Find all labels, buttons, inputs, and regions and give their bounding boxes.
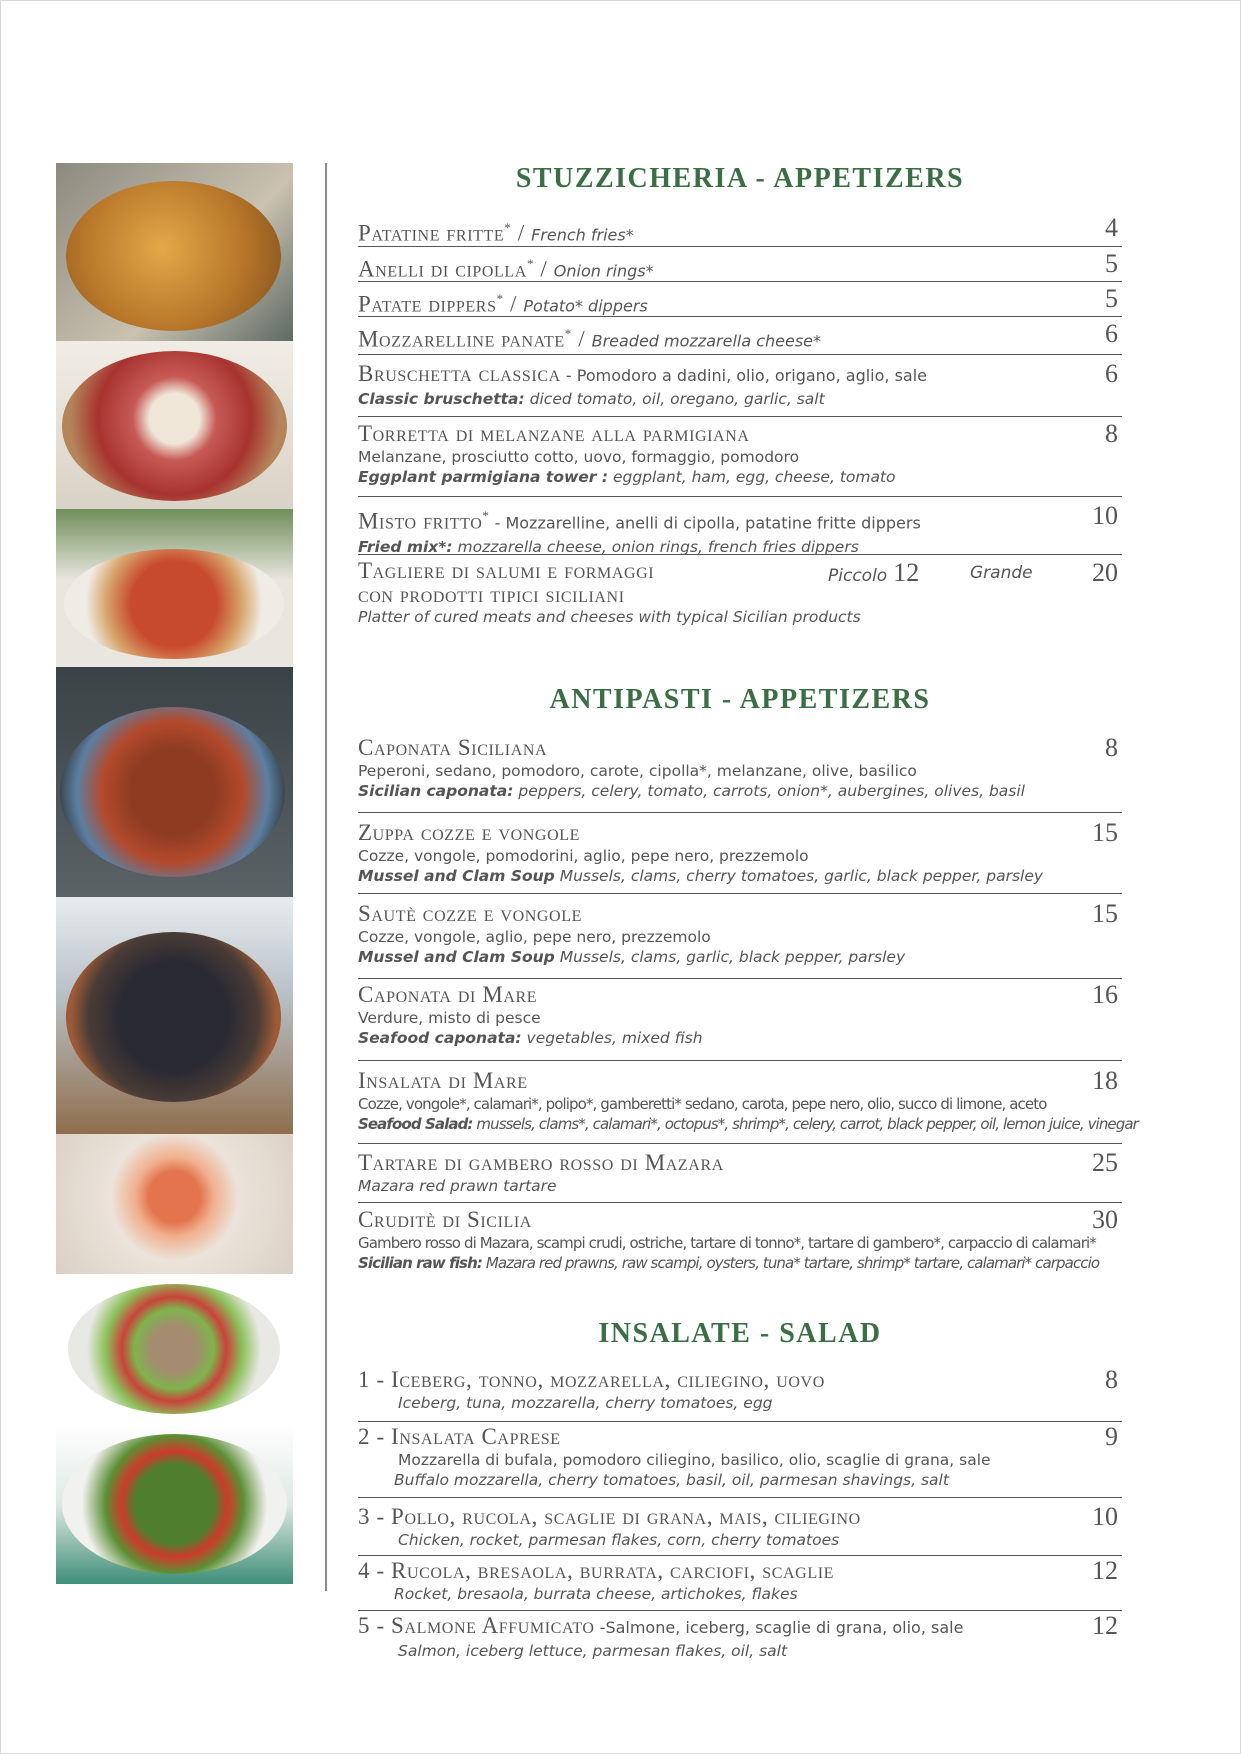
menu-item [358, 246, 1122, 285]
item-translation: peppers, celery, tomato, carrots, onion*, aubergines, olives, basil [513, 782, 1025, 800]
item-name: Patatine fritte [358, 220, 505, 246]
item-translation-title: Sicilian caponata: [358, 782, 514, 800]
item-translation: Mazara red prawns, raw scampi, oysters, tuna* tartare, shrimp* tartare, calamari* carpaccio [481, 1254, 1100, 1272]
item-translation-title: Eggplant parmigiana tower : [358, 468, 609, 486]
item-price: 15 [1092, 818, 1118, 847]
item-name: Patate dippers [358, 291, 497, 317]
mussels-clams-photo [56, 897, 293, 1134]
item-name: Insalata di Mare [358, 1068, 528, 1093]
item-price: 5 [1105, 249, 1118, 278]
item-name: Sautè cozze e vongole [358, 901, 582, 926]
item-price: 4 [1105, 213, 1118, 242]
vertical-divider [325, 163, 327, 1591]
menu-item [358, 416, 1122, 487]
size-small-label: Piccolo [828, 566, 888, 586]
caponata-photo [56, 667, 293, 897]
menu-item [358, 978, 1122, 1048]
item-translation: mozzarella cheese, onion rings, french fries dippers [452, 537, 859, 556]
item-translation: vegetables, mixed fish [521, 1029, 703, 1047]
separator: / [571, 326, 592, 352]
menu-item [358, 1143, 1122, 1196]
menu-item [358, 214, 1122, 249]
separator: / [511, 220, 532, 246]
section-antipasti [358, 684, 1122, 716]
separator: / [534, 256, 554, 282]
item-price: 12 [1092, 1556, 1118, 1585]
item-translation-title: Mussel and Clam Soup [358, 948, 555, 966]
item-price: 12 [1092, 1611, 1118, 1640]
bruschetta-photo [56, 509, 293, 667]
cured-meats-platter-photo [56, 341, 293, 509]
menu-item [358, 812, 1122, 886]
asterisk: * [496, 291, 504, 306]
item-translation: Onion rings* [553, 261, 654, 281]
item-description: Cozze, vongole, aglio, pepe nero, prezzemolo [358, 928, 711, 946]
item-name: Cruditè di Sicilia [358, 1207, 532, 1232]
size-small-price: 12 [893, 558, 920, 587]
item-name: Tartare di gambero rosso di Mazara [358, 1150, 724, 1175]
item-translation: Rocket, bresaola, burrata cheese, artichokes, flakes [394, 1585, 798, 1603]
item-price: 9 [1105, 1422, 1118, 1451]
item-price: 20 [1092, 558, 1118, 587]
asterisk: * [526, 256, 535, 271]
section-insalate [358, 1318, 1122, 1350]
fried-potatoes-photo [56, 163, 293, 341]
item-translation: Buffalo mozzarella, cherry tomatoes, basil, oil, parmesan shavings, salt [394, 1471, 949, 1489]
item-translation-title: Fried mix*: [358, 537, 453, 556]
item-price: 8 [1105, 1365, 1118, 1394]
menu-item [358, 496, 1122, 557]
item-translation: mussels, clams*, calamari*, octopus*, shrimp*, celery, carrot, black pepper, oil, lemon juice, vinegar [472, 1115, 1138, 1133]
item-price: 10 [1092, 501, 1118, 530]
item-name: 3 - Pollo, rucola, scaglie di grana, mais, ciliegino [358, 1504, 861, 1529]
item-translation-title: Seafood Salad: [358, 1115, 473, 1133]
separator: - [560, 366, 577, 385]
item-name: Tagliere di salumi e formaggi [358, 558, 655, 583]
item-price: 16 [1092, 980, 1118, 1009]
item-name: Zuppa cozze e vongole [358, 820, 580, 845]
item-translation: eggplant, ham, egg, cheese, tomato [608, 468, 896, 486]
menu-item [358, 734, 1122, 801]
item-description: Melanzane, prosciutto cotto, uovo, formaggio, pomodoro [358, 448, 800, 466]
item-name: Mozzarelline panate [358, 326, 565, 352]
separator: - [594, 1618, 606, 1637]
item-translation: Mussels, clams, garlic, black pepper, parsley [554, 948, 906, 966]
item-price: 25 [1092, 1148, 1118, 1177]
item-translation: Potato* dippers [523, 296, 648, 316]
section-title: ANTIPASTI - APPETIZERS [549, 684, 931, 715]
menu-item [358, 354, 1122, 409]
asterisk: * [564, 326, 572, 341]
prawn-tartare-photo [56, 1134, 293, 1274]
item-translation-title: Mussel and Clam Soup [358, 867, 555, 885]
item-translation-title: Sicilian raw fish: [358, 1254, 482, 1272]
menu-item [358, 1421, 1122, 1490]
item-price: 6 [1105, 319, 1118, 348]
section-stuzzicheria [358, 163, 1122, 195]
item-translation: Platter of cured meats and cheeses with typical Sicilian products [358, 608, 861, 626]
asterisk: * [482, 508, 490, 523]
menu-item [358, 1366, 1122, 1413]
photo-column [56, 163, 293, 1584]
menu-item [358, 281, 1122, 320]
item-translation: Breaded mozzarella cheese* [591, 331, 822, 351]
menu-item [358, 554, 1122, 627]
item-name: Misto fritto [358, 508, 483, 534]
size-large-label: Grande [970, 563, 1033, 583]
item-translation: Salmon, iceberg lettuce, parmesan flakes, oil, salt [398, 1642, 788, 1660]
menu-item [358, 1202, 1122, 1273]
item-price: 30 [1092, 1205, 1118, 1234]
rocket-salad-photo [56, 1424, 293, 1584]
item-translation: Mussels, clams, cherry tomatoes, garlic, black pepper, parsley [554, 867, 1044, 885]
item-name: 2 - Insalata Caprese [358, 1424, 561, 1449]
item-price: 6 [1105, 359, 1118, 388]
menu-item [358, 1060, 1138, 1134]
item-price: 18 [1092, 1066, 1118, 1095]
item-price: 15 [1092, 899, 1118, 928]
item-translation: Mazara red prawn tartare [358, 1177, 557, 1195]
menu-item [358, 1497, 1122, 1550]
item-name: 1 - Iceberg, tonno, mozzarella, ciliegino, uovo [358, 1367, 825, 1392]
asterisk: * [504, 220, 512, 235]
item-price: 5 [1105, 284, 1118, 313]
item-description: Cozze, vongole*, calamari*, polipo*, gamberetti* sedano, carota, pepe nero, olio, succo di limone, aceto [358, 1095, 1047, 1113]
item-translation-title: Seafood caponata: [358, 1029, 522, 1047]
section-title: INSALATE - SALAD [598, 1318, 882, 1349]
item-translation-title: Classic bruschetta: [358, 390, 525, 408]
menu-item [358, 1610, 1122, 1661]
item-translation: Chicken, rocket, parmesan flakes, corn, cherry tomatoes [398, 1531, 840, 1549]
item-description: Mozzarelline, anelli di cipolla, patatine fritte dippers [505, 513, 921, 533]
item-name: Caponata Siciliana [358, 735, 548, 760]
item-description: Gambero rosso di Mazara, scampi crudi, ostriche, tartare di tonno*, tartare di gambero*, carpaccio di calamari* [358, 1234, 1096, 1252]
item-price: 8 [1105, 419, 1118, 448]
item-translation: French fries* [531, 225, 634, 245]
menu-item [358, 893, 1122, 967]
item-name: Torretta di melanzane alla parmigiana [358, 421, 750, 446]
item-name: 5 - Salmone Affumicato [358, 1613, 595, 1638]
section-title: STUZZICHERIA - APPETIZERS [515, 163, 965, 194]
tuna-salad-photo [56, 1274, 293, 1424]
item-translation: Iceberg, tuna, mozzarella, cherry tomatoes, egg [398, 1394, 773, 1412]
item-description: Salmone, iceberg, scaglie di grana, olio, sale [605, 1618, 964, 1637]
item-price: 8 [1105, 733, 1118, 762]
item-description: Verdure, misto di pesce [358, 1009, 541, 1027]
menu-item [358, 1555, 1122, 1604]
separator: / [503, 291, 524, 317]
item-description: Cozze, vongole, pomodorini, aglio, pepe nero, prezzemolo [358, 847, 809, 865]
item-price: 10 [1092, 1502, 1118, 1531]
item-description: Peperoni, sedano, pomodoro, carote, cipolla*, melanzane, olive, basilico [358, 762, 917, 780]
item-name: Caponata di Mare [358, 982, 538, 1007]
item-name-line2: con prodotti tipici siciliani [358, 582, 625, 607]
item-name: Bruschetta classica [358, 361, 561, 386]
item-name: Anelli di cipolla [358, 256, 527, 282]
menu-item [358, 316, 1122, 355]
item-name: 4 - Rucola, bresaola, burrata, carciofi, scaglie [358, 1558, 834, 1583]
item-description: Pomodoro a dadini, olio, origano, aglio, sale [576, 366, 928, 385]
item-translation: diced tomato, oil, oregano, garlic, salt [524, 390, 825, 408]
separator: - [489, 513, 506, 533]
size-options [828, 558, 1033, 590]
item-description: Mozzarella di bufala, pomodoro ciliegino, basilico, olio, scaglie di grana, sale [398, 1451, 991, 1469]
